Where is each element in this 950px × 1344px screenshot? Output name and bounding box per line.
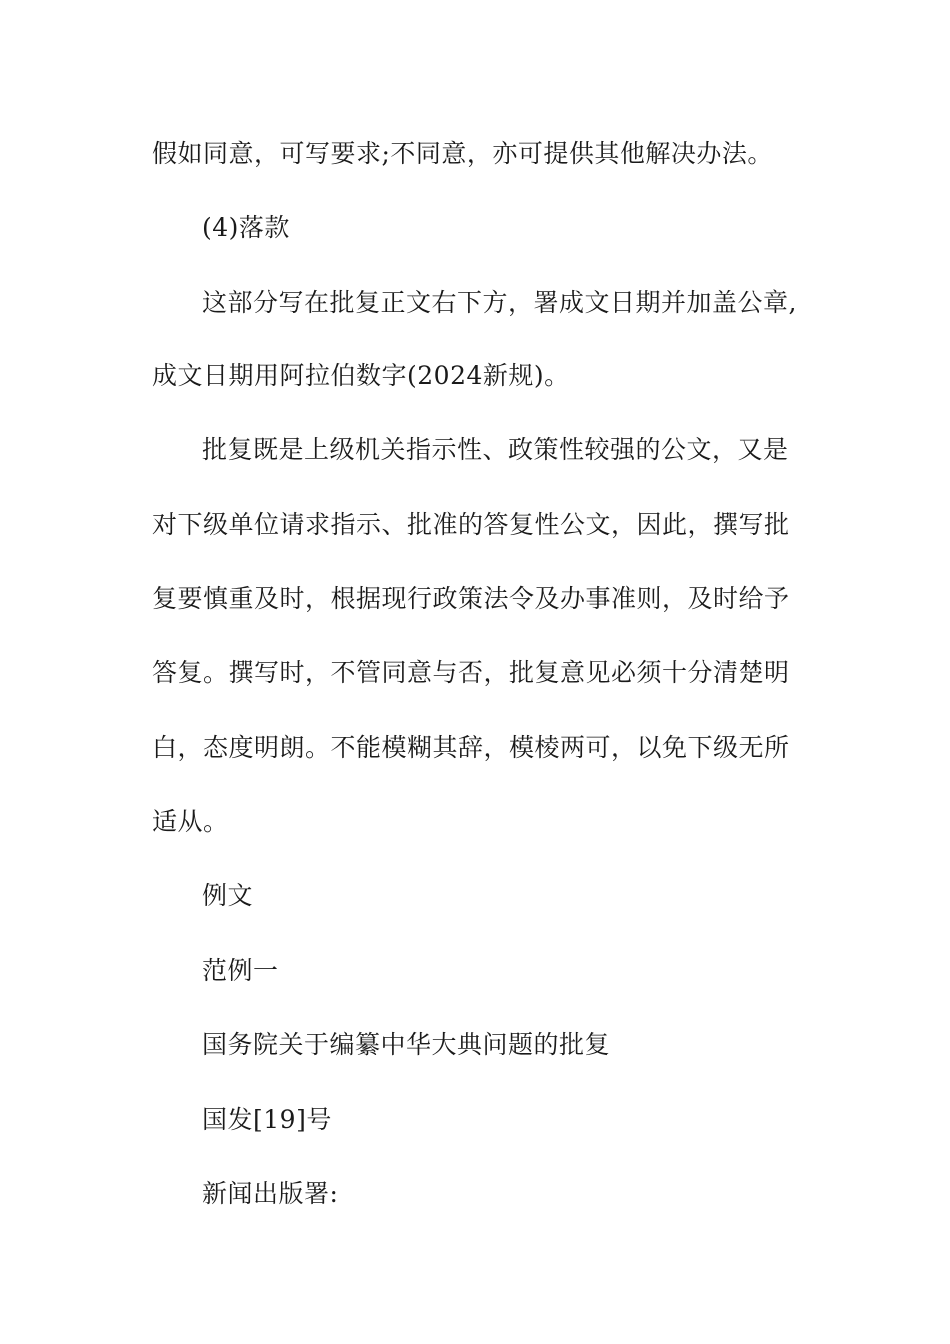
paragraph-line: 适从。 xyxy=(152,807,229,836)
paragraph-line: 复要慎重及时，根据现行政策法令及办事准则，及时给予 xyxy=(152,584,790,613)
paragraph-line: 答复。撰写时，不管同意与否，批复意见必须十分清楚明 xyxy=(152,658,790,687)
addressee: 新闻出版署: xyxy=(202,1179,339,1208)
example-heading: 例文 xyxy=(202,881,254,910)
paragraph-line: 对下级单位请求指示、批准的答复性公文，因此，撰写批 xyxy=(152,510,790,539)
paragraph-line: 这部分写在批复正文右下方，署成文日期并加盖公章, xyxy=(202,288,797,317)
paragraph-line: 白，态度明朗。不能模糊其辞，模棱两可，以免下级无所 xyxy=(152,733,790,762)
section-heading-signature: (4)落款 xyxy=(202,213,290,242)
document-number: 国发[19]号 xyxy=(202,1105,332,1134)
paragraph-line: 假如同意，可写要求;不同意，亦可提供其他解决办法。 xyxy=(152,139,773,168)
example-label: 范例一 xyxy=(202,956,279,985)
paragraph-line: 成文日期用阿拉伯数字(2024新规)。 xyxy=(152,361,570,390)
paragraph-line: 批复既是上级机关指示性、政策性较强的公文，又是 xyxy=(202,435,789,464)
example-title: 国务院关于编纂中华大典问题的批复 xyxy=(202,1030,611,1059)
